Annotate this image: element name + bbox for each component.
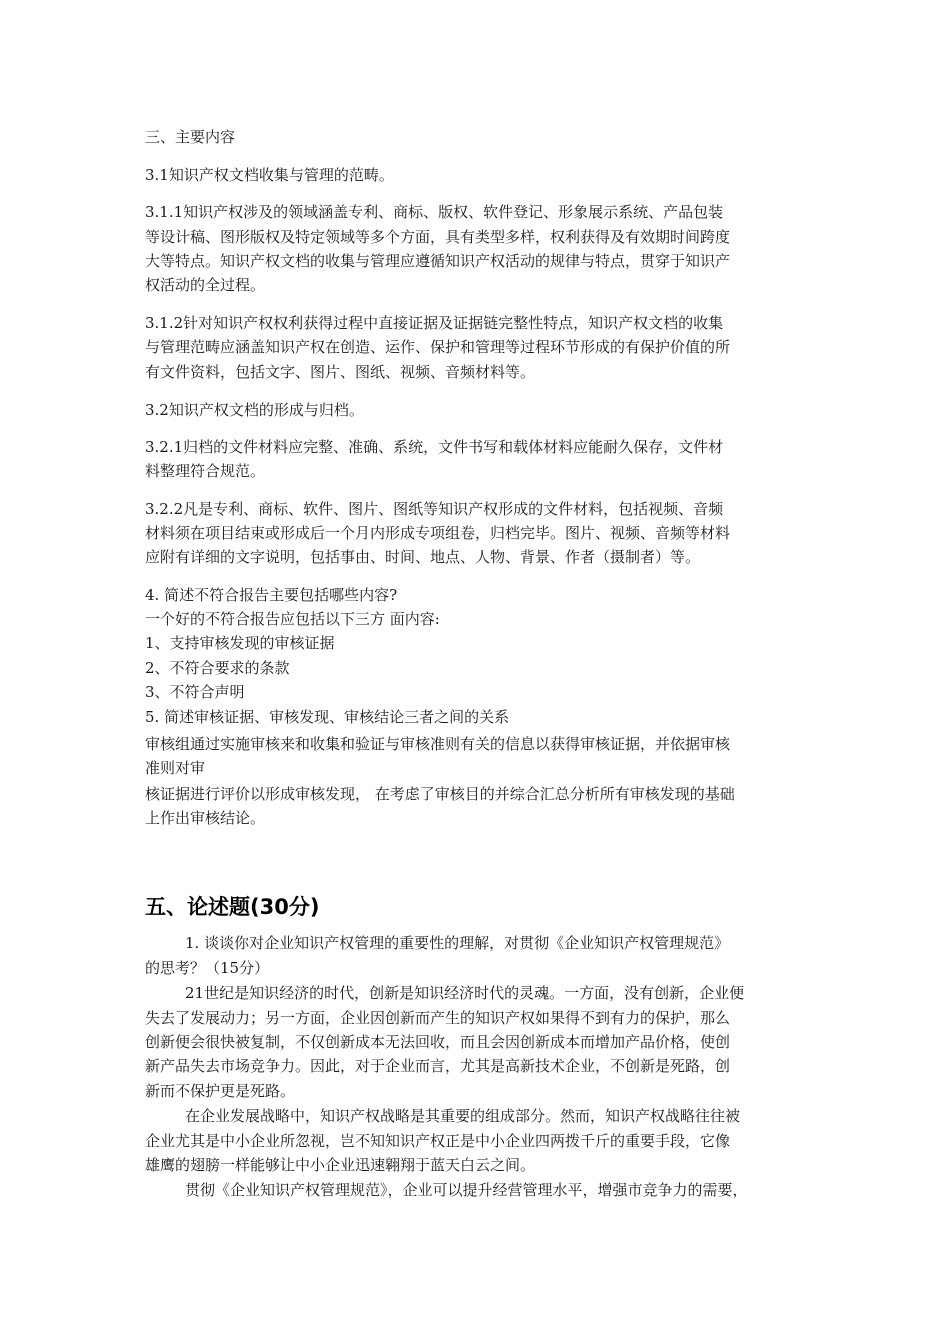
question-5: 5. 简述审核证据、审核发现、审核结论三者之间的关系 — [145, 708, 510, 726]
paragraph-line: 失去了发展动力；另一方面，企业因创新而产生的知识产权如果得不到有力的保护，那么 — [145, 1009, 731, 1027]
section-heading: 五、论述题(30分) — [145, 895, 320, 919]
list-item: 1、支持审核发现的审核证据 — [145, 634, 335, 652]
paragraph-line: 准则对审 — [145, 759, 206, 777]
paragraph-line: 与管理范畴应涵盖知识产权在创造、运作、保护和管理等过程环节形成的有保护价值的所 — [145, 338, 731, 356]
paragraph-line: 上作出审核结论。 — [145, 809, 266, 827]
paragraph-line: 大等特点。知识产权文档的收集与管理应遵循知识产权活动的规律与特点，贯穿于知识产 — [145, 252, 731, 270]
paragraph-line: 在企业发展战略中，知识产权战略是其重要的组成部分。然而，知识产权战略往往被 — [185, 1107, 741, 1125]
paragraph-line: 权活动的全过程。 — [145, 276, 266, 294]
question-4: 4. 简述不符合报告主要包括哪些内容? — [145, 586, 398, 604]
paragraph-line: 材料须在项目结束或形成后一个月内形成专项组卷，归档完毕。图片、视频、音频等材料 — [145, 524, 731, 542]
paragraph-line: 审核组通过实施审核来和收集和验证与审核准则有关的信息以获得审核证据，并依据审核 — [145, 735, 731, 753]
list-item: 3、不符合声明 — [145, 683, 245, 701]
essay-question: 的思考？（15分） — [145, 959, 270, 977]
subsection-heading: 3.2知识产权文档的形成与归档。 — [145, 401, 364, 419]
paragraph-line: 3.1.1知识产权涉及的领域涵盖专利、商标、版权、软件登记、形象展示系统、产品包装 — [145, 203, 724, 221]
subsection-heading: 3.1知识产权文档收集与管理的范畴。 — [145, 166, 394, 184]
paragraph-line: 创新便会很快被复制，不仅创新成本无法回收，而且会因创新成本而增加产品价格，使创 — [145, 1033, 731, 1051]
paragraph-line: 新产品失去市场竞争力。因此，对于企业而言，尤其是高新技术企业，不创新是死路，创 — [145, 1057, 731, 1075]
paragraph-line: 3.1.2针对知识产权权利获得过程中直接证据及证据链完整性特点，知识产权文档的收集 — [145, 314, 724, 332]
paragraph-line: 3.2.1归档的文件材料应完整、准确、系统，文件书写和载体材料应能耐久保存，文件材 — [145, 438, 724, 456]
essay-question: 1. 谈谈你对企业知识产权管理的重要性的理解，对贯彻《企业知识产权管理规范》 — [185, 934, 730, 952]
paragraph-line: 核证据进行评价以形成审核发现， 在考虑了审核目的并综合汇总分析所有审核发现的基础 — [145, 785, 735, 803]
paragraph-line: 雄鹰的翅膀一样能够让中小企业迅速翱翔于蓝天白云之间。 — [145, 1156, 536, 1174]
section-title: 三、主要内容 — [145, 128, 236, 146]
paragraph-line: 等设计稿、图形版权及特定领域等多个方面，具有类型多样，权利获得及有效期时间跨度 — [145, 228, 731, 246]
paragraph-line: 料整理符合规范。 — [145, 462, 266, 480]
paragraph-line: 有文件资料，包括文字、图片、图纸、视频、音频材料等。 — [145, 363, 536, 381]
list-item: 2、不符合要求的条款 — [145, 659, 290, 677]
answer-intro: 一个好的不符合报告应包括以下三方 面内容: — [145, 610, 440, 628]
paragraph-line: 企业尤其是中小企业所忽视，岂不知知识产权正是中小企业四两拨千斤的重要手段，它像 — [145, 1132, 731, 1150]
paragraph-line: 应附有详细的文字说明，包括事由、时间、地点、人物、背景、作者（摄制者）等。 — [145, 548, 701, 566]
paragraph-line: 21世纪是知识经济的时代，创新是知识经济时代的灵魂。一方面，没有创新，企业便 — [185, 984, 745, 1002]
paragraph-line: 3.2.2凡是专利、商标、软件、图片、图纸等知识产权形成的文件材料，包括视频、音频 — [145, 500, 724, 518]
paragraph-line: 贯彻《企业知识产权管理规范》，企业可以提升经营管理水平，增强市竞争力的需要， — [185, 1181, 748, 1199]
paragraph-line: 新而不保护更是死路。 — [145, 1082, 296, 1100]
